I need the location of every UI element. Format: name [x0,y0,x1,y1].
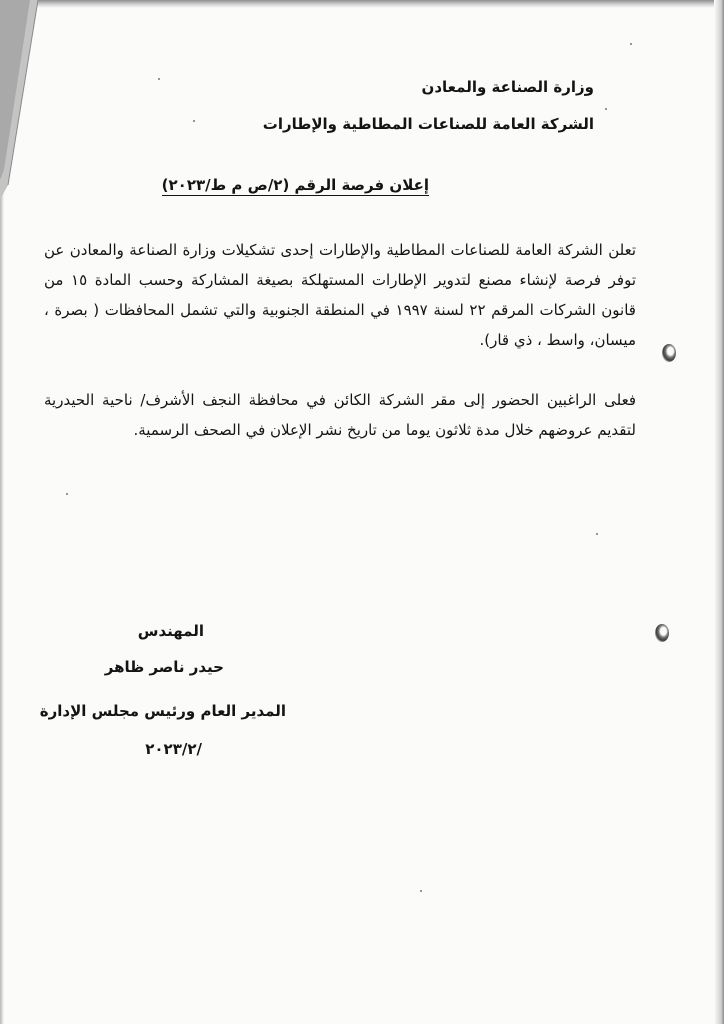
ministry-name: وزارة الصناعة والمعادن [421,78,594,96]
company-name: الشركة العامة للصناعات المطاطية والإطارات [262,115,594,133]
scan-speck [193,120,195,122]
scan-speck [66,493,68,495]
scan-speck [596,533,598,535]
signature-name: حيدر ناصر ظاهر [104,658,224,676]
announcement-title: إعلان فرصة الرقم (٢/ص م ط/٢٠٢٣) [161,176,429,194]
scan-speck [605,108,607,110]
scan-speck [158,78,160,80]
corner-fold-shadow [0,0,40,200]
scan-edge-right [714,0,724,1024]
announcement-paragraph-2: فعلى الراغبين الحضور إلى مقر الشركة الكائن في محافظة النجف الأشرف/ ناحية الحيدرية لتقديم عروضهم خلال مدة ثلاثون يوما من تاريخ نشر الإعلان في الصحف الرسمية. [44,391,636,439]
punch-hole-top [662,344,676,362]
scan-speck [420,890,422,892]
scan-edge-top [0,0,724,8]
scan-speck [630,43,632,45]
punch-hole-bottom [655,624,669,642]
announcement-paragraph-1: تعلن الشركة العامة للصناعات المطاطية والإطارات إحدى تشكيلات وزارة الصناعة والمعادن عن توفر فرصة لإنشاء مصنع لتدوير الإطارات المستهلكة بصيغة المشاركة وحسب المادة ١٥ من قانون الشركات المرقم ٢٢ لسنة ١٩٩٧ في المنطقة الجنوبية والتي تشمل المحافظات ( بصرة ، ميسان، واسط ، ذي قار). [44,241,636,349]
signature-position: المدير العام ورئيس مجلس الإدارة [39,702,286,720]
signature-date: ٢٠٢٣/٢/ [145,740,202,758]
signature-title: المهندس [137,622,204,640]
